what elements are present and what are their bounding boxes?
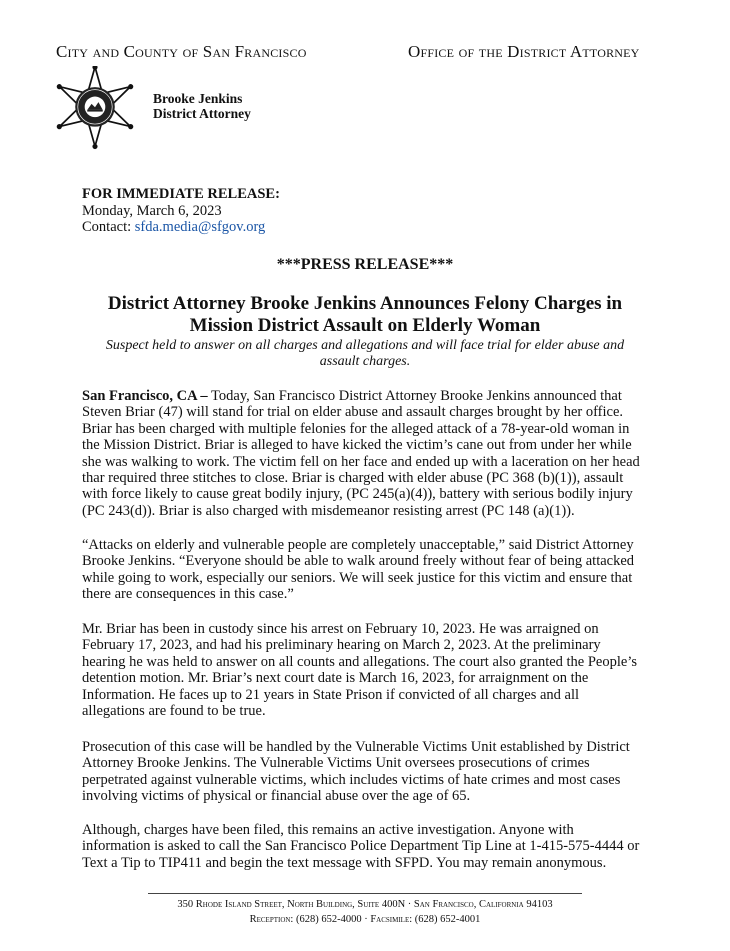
paragraph-line: Briar has been charged with multiple felonies for the alleged attack of a 78-year-old woman in [82, 420, 630, 437]
paragraph-1 [82, 388, 647, 519]
subheadline-line: assault charges. [319, 354, 411, 369]
da-badge-seal-icon [52, 66, 138, 152]
paragraph-line: Attorney Brooke Jenkins. The Vulnerable Victims Unit oversees prosecutions of crimes [82, 755, 590, 772]
headline-line: District Attorney Brooke Jenkins Announces Felony Charges in [107, 293, 623, 314]
footer-phone: Reception: (628) 652-4000 · Facsimile: (628) 652-4001 [249, 914, 481, 925]
paragraph-2-quote [82, 537, 647, 603]
subheadline-line: Suspect held to answer on all charges and allegations and will face trial for elder abuse and [105, 338, 625, 353]
paragraph-line: Brooke Jenkins. “Everyone should be able to walk around freely without fear of being attacked [82, 553, 635, 570]
paragraph-5 [82, 822, 647, 871]
paragraph-line: Although, charges have been filed, this remains an active investigation. Anyone with [82, 822, 574, 838]
dateline: San Francisco, CA – [82, 388, 208, 404]
paragraph-line: there are consequences in this case.” [82, 586, 294, 603]
paragraph-4 [82, 739, 647, 805]
da-name: Brooke Jenkins [153, 91, 243, 106]
headline [60, 293, 670, 337]
header-left-title: City and County of San Francisco [56, 42, 307, 61]
header-right-title: Office of the District Attorney [408, 42, 640, 61]
paragraph-line: the Mission District. Briar is alleged to have kicked the victim’s cane out from under her while [82, 437, 632, 454]
da-title: District Attorney [153, 106, 251, 121]
da-name-block [153, 91, 251, 121]
paragraph-line: detention motion. Mr. Briar’s next court date is March 16, 2023, for arraignment on the [82, 670, 589, 687]
paragraph-line: February 17, 2023, and had his preliminary hearing on March 2, 2023. At the preliminary [82, 637, 601, 654]
paragraph-3 [82, 621, 647, 719]
subheadline [72, 338, 658, 370]
contact-label: Contact: [82, 219, 135, 235]
paragraph-line: Steven Briar (47) will stand for trial on elder abuse and assault charges brought by her office. [82, 404, 624, 421]
footer-divider [148, 893, 582, 894]
release-info [82, 186, 280, 236]
headline-line: Mission District Assault on Elderly Woman [189, 315, 541, 336]
paragraph-line: Prosecution of this case will be handled by the Vulnerable Victims Unit established by District [82, 739, 630, 755]
paragraph-line: allegations are found to be true. [82, 703, 266, 720]
paragraph-line: while going to work, especially our seniors. We will seek justice for this victim and ensure that [82, 569, 633, 586]
paragraph-line: Information. He faces up to 21 years in State Prison if convicted of all charges and all [82, 686, 580, 703]
press-release-label: ***PRESS RELEASE*** [276, 256, 454, 273]
release-label: FOR IMMEDIATE RELEASE: [82, 186, 280, 202]
paragraph-line: perpetrated against vulnerable victims, which includes victims of hate crimes and most cases [82, 771, 621, 788]
release-contact [82, 219, 280, 236]
paragraph-line: with force likely to cause great bodily injury, (PC 245(a)(4)), battery with serious bodily injury [82, 486, 633, 503]
paragraph-line: thar required three stitches to close. Briar is charged with elder abuse (PC 368 (b)(1)), assault [82, 470, 624, 487]
paragraph-line: information is asked to call the San Francisco Police Department Tip Line at 1-415-575-4444 or [82, 838, 640, 855]
paragraph-line: involving victims of physical or financial abuse over the age of 65. [82, 788, 471, 805]
release-date: Monday, March 6, 2023 [82, 202, 222, 219]
paragraph-line: she was walking to work. The victim fell on her face and ended up with a laceration on her head [82, 453, 640, 470]
paragraph-line: (PC 243(d)). Briar is also charged with misdemeanor resisting arrest (PC 148 (a)(1)). [82, 502, 575, 519]
paragraph-line: hearing he was held to answer on all counts and allegations. The court also granted the People’s [82, 653, 638, 670]
paragraph-line: San Francisco, CA – Today, San Francisco District Attorney Brooke Jenkins announced that [82, 388, 622, 404]
contact-email-link[interactable]: sfda.media@sfgov.org [134, 219, 266, 235]
paragraph-line: “Attacks on elderly and vulnerable people are completely unacceptable,” said District Attorney [82, 537, 634, 553]
footer-address: 350 Rhode Island Street, North Building, Suite 400N · San Francisco, California 94103 [177, 899, 553, 910]
paragraph-line: Mr. Briar has been in custody since his arrest on February 10, 2023. He was arraigned on [82, 621, 599, 637]
paragraph-line: Text a Tip to TIP411 and begin the text message with SFPD. You may remain anonymous. [82, 854, 607, 871]
